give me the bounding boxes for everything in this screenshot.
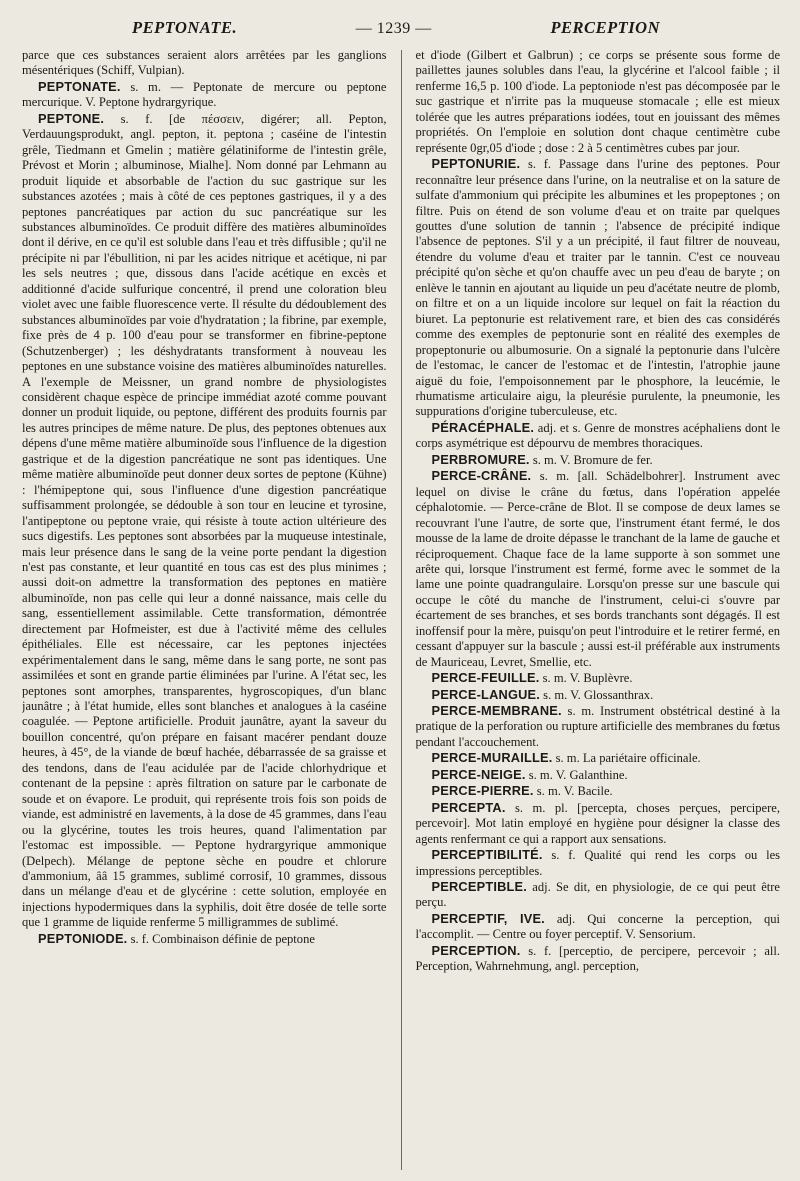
entry-definition: s. m. V. Galanthine. bbox=[525, 767, 628, 782]
entry-headword: PERCE-MURAILLE. bbox=[431, 750, 553, 766]
dictionary-entry bbox=[416, 156, 781, 420]
column-divider bbox=[401, 50, 402, 1170]
dictionary-entry bbox=[416, 452, 781, 468]
dictionary-entry bbox=[22, 79, 387, 111]
dictionary-entry bbox=[416, 468, 781, 670]
entry-definition: s. m. V. Glossanthrax. bbox=[540, 687, 654, 702]
entry-definition: s. m. Instrument obstétrical destiné à la pratique de la perforation ou rupture artificielle des membranes du fœtus pendant l'accouchement. bbox=[415, 704, 780, 749]
entry-definition: s. m. — Peptonate de mercure ou peptone mercurique. V. Peptone hydrargyrique. bbox=[22, 79, 387, 110]
dictionary-entry bbox=[22, 931, 387, 947]
entry-headword: PERCE-NEIGE. bbox=[431, 766, 526, 782]
entry-headword: PERCEPTA. bbox=[431, 799, 506, 815]
left-column bbox=[22, 48, 387, 1173]
dictionary-entry bbox=[416, 943, 781, 975]
entry-headword: PERCEPTIBLE. bbox=[431, 879, 528, 895]
dictionary-entry bbox=[416, 670, 781, 686]
dictionary-entry bbox=[416, 750, 781, 766]
entry-definition: s. f. [perceptio, de percipere, percevoir ; all. Perception, Wahrnehmung, angl. perception, bbox=[415, 943, 780, 974]
entry-definition: adj. Qui concerne la perception, qui l'accomplit. — Centre ou foyer perceptif. V. Sensorium. bbox=[415, 911, 780, 942]
entry-definition: s. f. Combinaison définie de peptone bbox=[127, 931, 315, 946]
right-column bbox=[416, 48, 781, 1173]
dictionary-entry bbox=[22, 111, 387, 931]
entry-definition: adj. et s. Genre de monstres acéphaliens dont le corps asymétrique est dépourvu de membres thoraciques. bbox=[415, 420, 780, 451]
entry-headword: PÉRACÉPHALE. bbox=[431, 419, 535, 435]
dictionary-entry bbox=[416, 783, 781, 799]
entry-headword: PERCE-LANGUE. bbox=[431, 686, 541, 702]
entry-definition: parce que ces substances seraient alors arrêtées par les ganglions mésentériques (Schiff, Vulpian). bbox=[22, 48, 387, 78]
dictionary-entry bbox=[416, 703, 781, 750]
entry-headword: PEPTONURIE. bbox=[431, 156, 521, 172]
dictionary-entry bbox=[416, 911, 781, 943]
entry-definition: s. m. V. Bromure de fer. bbox=[529, 452, 653, 467]
entry-headword: PEPTONE. bbox=[38, 110, 105, 126]
entry-definition: s. m. [all. Schädelbohrer]. Instrument avec lequel on divise le crâne du fœtus, dans l'opération appelée céphalotomie. — Perce-crâne de Blot. Il se compose de deux lames se recouvrant l'une l'autre, de sorte que, l'instrument étant fermé, le dos mousse de la lame de droite dépasse le tranchant de la lame de gauche et réciproquement. Chaque face de la lame supporte à son sommet une arête qui, lorsque l'instrument est fermé, forme avec le sommet de la lame une pointe quadrangulaire. Lorsqu'on presse sur une bascule qui occupe le côté du manche de l'instrument, celui-ci s'ouvre par écartement de ses branches, et ses bords tranchants sont dégagés. Il est inoffensif pour la mère, puisqu'on peut l'introduire et le retirer fermé, en cessant d'appuyer sur la bascule ; aussi est-il préférable aux instruments de Mauriceau, Levret, Smellie, etc. bbox=[415, 469, 780, 669]
entry-headword: PERBROMURE. bbox=[431, 451, 530, 467]
dictionary-entry bbox=[416, 420, 781, 452]
dictionary-entry bbox=[416, 879, 781, 911]
entry-definition: s. m. pl. [percepta, choses perçues, percipere, percevoir]. Mot latin employé en hygiène pour désigner la classe des agents renfermant ce qui a rapport aux sensations. bbox=[415, 800, 780, 846]
entry-definition: et d'iode (Gilbert et Galbrun) ; ce corps se présente sous forme de paillettes jaunes solubles dans l'eau, la glycérine et l'alcool faible ; il renferme 16,5 p. 100 d'iode. La peptoniode n'est pas décomposée par le suc gastrique et n'irrite pas la muqueuse stomacale ; elle est mieux tolérée que les autres préparations iodées, tout en jouissant des mêmes propriétés. On l'emploie en solution dont chaque centimètre cube représente 0gr,05 d'iode ; dose : 2 à 5 centimètres cubes par jour. bbox=[415, 48, 780, 155]
entry-headword: PERCE-FEUILLE. bbox=[431, 670, 540, 686]
entry-headword: PERCE-PIERRE. bbox=[431, 783, 534, 799]
dictionary-entry bbox=[416, 48, 781, 156]
dictionary-entry bbox=[416, 800, 781, 847]
running-head bbox=[22, 18, 780, 44]
entry-definition: adj. Se dit, en physiologie, de ce qui peut être perçu. bbox=[415, 880, 780, 910]
header-right-headword: PERCEPTION bbox=[550, 18, 660, 37]
entry-headword: PEPTONIODE. bbox=[38, 930, 128, 946]
entry-headword: PEPTONATE. bbox=[38, 78, 121, 94]
entry-headword: PERCE-CRÂNE. bbox=[431, 468, 532, 484]
dictionary-entry bbox=[416, 767, 781, 783]
entry-definition: s. f. [de πέσσειν, digérer; all. Pepton, Verdauungsprodukt, angl. pepton, it. peptona ; caséine de l'intestin grêle, Tiedmann et Gmelin ; matière gélatiniforme de l'intestin grêle, Prévost et Morin ; albuminose, Mialhe]. Nom donné par Lehmann au produit liquide et absorbable de l'action du suc gastrique sur les substances azotées ; mais à côté de ces peptones gastriques, il y a des peptones pancréatiques par action du suc pancréatique sur les substances albuminoïdes. Ce produit diffère des matières albuminoïdes dont il dérive, en ce qu'il est soluble dans l'eau et très diffusible ; qu'il ne précipite ni par l'ébullition, ni par les acides nitrique et acétique, ni par les sels neutres ; que, dissous dans l'acide acétique en excès et additionné d'acide sulfurique concentré, il prend une coloration bleu violet avec une faible fluorescence verte. Il résulte du dédoublement des substances albuminoïdes par voie d'hydratation ; la fibrine, par exemple, fixe près de 4 p. 100 d'eau pour se transformer en fibrine-peptone (Schutzenberger) ; les déshydratants transforment à nouveau les peptones en une substance voisine des matières albuminoïdes naturelles. A l'exemple de Meissner, un grand nombre de physiologistes considèrent chaque espèce de principe immédiat azoté comme pouvant donner un produit liquide, ou peptone, différent des produits fournis par les autres principes de même nature. De plus, des peptones obtenues aux dépens d'une même matière albuminoïde sous l'influence de la digestion gastrique et de la digestion pancréatique ne sont pas identiques. Une même matière albuminoïde peut donner deux sortes de peptone (Kühne) : l'hémipeptone qui, sous l'influence d'une digestion pancréatique suffisamment prolongée, se dédouble à son tour en leucine et tyrosine, l'antipeptone ou peptone vraie, qui résiste à toute action ultérieure des sucs digestifs. Les peptones sont absorbées par la muqueuse intestinale, mais leur présence dans le sang de la veine porte pendant la digestion n'est pas constante, et leur quantité en tous cas est des plus minimes ; aussi doit-on admettre la transformation des peptones en matière albuminoïde, non pas celle qui leur a donné naissance, mais celle du sang, essentiellement assimilable. Cette transformation, démontrée directement par Hofmeister, est due à l'activité même des cellules épithéliales. Elle est nécessaire, car les peptones injectées expérimentalement dans le sang, même dans le sang porte, ne sont pas assimilées et sont en grande partie éliminées par l'urine. A l'état sec, les peptones sont amorphes, transparentes, hygroscopiques, d'un blanc jaunâtre ; à l'état humide, elles sont blanches et analogues à la caséine coagulée. — Peptone artificielle. Produit jaunâtre, ayant la saveur du bouillon concentré, qu'on prépare en faisant macérer pendant douze heures, à 45°, de la viande de bœuf hachée, débarrassée de sa graisse et des tendons, dans de l'eau acidulée par de l'acide chlorhydrique et contenant de la pepsine : après filtration on sature par le carbonate de soude et on évapore. Le produit, qui représente trois fois son poids de viande, est administré en lavements, à la dose de 45 grammes, dans l'eau ou la glycérine, toutes les trois heures, quand l'alimentation par l'estomac est impossible. — Peptone hydrargyrique ammonique (Delpech). Mélange de peptone sèche en poudre et chlorure d'ammonium, ââ 15 grammes, sublimé corrosif, 10 grammes, dissous dans un mélange d'eau et de glycérine : cette solution, employée en injections hypodermiques dans la syphilis, doit être dosée de telle sorte que 1 gramme de liquide renferme 5 milligrammes de sublimé. bbox=[22, 111, 387, 930]
entry-headword: PERCE-MEMBRANE. bbox=[431, 703, 562, 719]
dictionary-entry bbox=[416, 847, 781, 879]
page-number: — 1239 — bbox=[355, 20, 432, 37]
entry-definition: s. f. Qualité qui rend les corps ou les impressions perceptibles. bbox=[415, 848, 780, 878]
dictionary-entry bbox=[416, 687, 781, 703]
entry-headword: PERCEPTIBILITÉ. bbox=[431, 847, 543, 863]
dictionary-entry bbox=[22, 48, 387, 79]
entry-headword: PERCEPTIF, IVE. bbox=[431, 910, 545, 926]
entry-definition: s. m. V. Bacile. bbox=[533, 784, 613, 799]
entry-definition: s. m. V. Buplèvre. bbox=[539, 671, 633, 686]
header-left-headword: PEPTONATE. bbox=[132, 18, 238, 37]
entry-definition: s. f. Passage dans l'urine des peptones. Pour reconnaître leur présence dans l'urine, on la neutralise et on la sature de sulfate d'ammonium qui précipite les albumines et les propeptones ; on filtre. Puis on étend de son volume d'eau et on traite par quelques gouttes d'une solution de tannin ; l'absence de précipité indique l'absence de peptones. S'il y a un précipité, il faut filtrer de nouveau, étendre du volume d'eau et traiter par le tannin. C'est ce nouveau précipité qu'on sèche et qu'on chauffe avec un peu d'eau de baryte ; on enlève le tannin en ajoutant au liquide un peu d'acétate neutre de plomb, on filtre et on a un liquide incolore sur lequel on fait la réaction du biuret. La peptonurie est relativement rare, et bien des cas considérés comme des exemples de peptonurie sont en réalité des exemples de propeptonurie ou albumosurie. On a signalé la peptonurie dans l'ulcère de l'estomac, le cancer de l'estomac et de l'intestin, l'atrophie jaune aiguë du foie, l'empoisonnement par le phosphore, la leucémie, le rhumatisme articulaire aigu, la pleurésie purulente, la pneumonie, les suppurations d'origine tuberculeuse, etc. bbox=[415, 157, 780, 419]
entry-definition: s. m. La pariétaire officinale. bbox=[552, 751, 701, 766]
text-columns bbox=[22, 48, 780, 1173]
entry-headword: PERCEPTION. bbox=[431, 942, 521, 958]
